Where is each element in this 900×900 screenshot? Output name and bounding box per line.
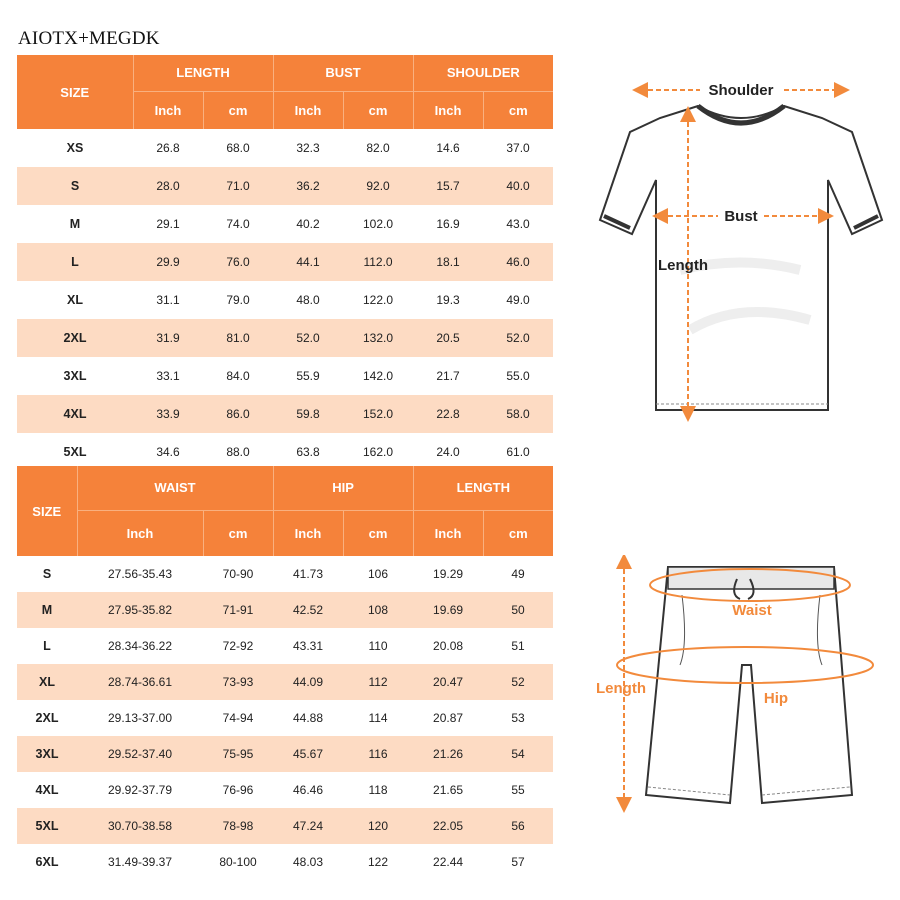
value-cell: 44.88 [273,700,343,736]
unit-header: cm [483,91,553,129]
unit-header: cm [483,510,553,556]
value-cell: 71.0 [203,167,273,205]
size-cell: 5XL [17,808,77,844]
size-cell: XS [17,129,133,167]
value-cell: 28.34-36.22 [77,628,203,664]
value-cell: 37.0 [483,129,553,167]
value-cell: 20.87 [413,700,483,736]
value-cell: 31.9 [133,319,203,357]
value-cell: 114 [343,700,413,736]
size-header: SIZE [17,55,133,129]
length-label: Length [658,257,708,274]
value-cell: 92.0 [343,167,413,205]
value-cell: 15.7 [413,167,483,205]
value-cell: 46.46 [273,772,343,808]
value-cell: 112.0 [343,243,413,281]
value-cell: 56 [483,808,553,844]
size-cell: M [17,205,133,243]
value-cell: 108 [343,592,413,628]
table-row [17,205,553,243]
value-cell: 52.0 [483,319,553,357]
unit-header: Inch [133,91,203,129]
value-cell: 19.69 [413,592,483,628]
value-cell: 162.0 [343,433,413,471]
value-cell: 44.09 [273,664,343,700]
size-cell: 4XL [17,772,77,808]
size-cell: 6XL [17,844,77,880]
value-cell: 118 [343,772,413,808]
value-cell: 43.0 [483,205,553,243]
value-cell: 20.47 [413,664,483,700]
unit-header: Inch [413,510,483,556]
unit-header: cm [343,510,413,556]
size-cell: M [17,592,77,628]
value-cell: 52 [483,664,553,700]
value-cell: 74-94 [203,700,273,736]
value-cell: 29.1 [133,205,203,243]
value-cell: 58.0 [483,395,553,433]
value-cell: 33.1 [133,357,203,395]
value-cell: 29.92-37.79 [77,772,203,808]
value-cell: 122 [343,844,413,880]
value-cell: 106 [343,556,413,592]
value-cell: 27.95-35.82 [77,592,203,628]
value-cell: 68.0 [203,129,273,167]
size-cell: L [17,243,133,281]
unit-header: Inch [413,91,483,129]
shirt-table-body [17,129,553,471]
table-row [17,167,553,205]
shoulder-header: SHOULDER [413,55,553,91]
table-row [17,556,553,592]
bust-label: Bust [724,208,758,225]
value-cell: 71-91 [203,592,273,628]
value-cell: 24.0 [413,433,483,471]
value-cell: 49.0 [483,281,553,319]
table-row [17,319,553,357]
size-cell: XL [17,664,77,700]
value-cell: 52.0 [273,319,343,357]
value-cell: 43.31 [273,628,343,664]
waist-label: Waist [732,602,772,619]
value-cell: 55 [483,772,553,808]
size-cell: 4XL [17,395,133,433]
value-cell: 21.26 [413,736,483,772]
value-cell: 55.0 [483,357,553,395]
value-cell: 86.0 [203,395,273,433]
value-cell: 51 [483,628,553,664]
size-cell: S [17,556,77,592]
length-header: LENGTH [133,55,273,91]
hip-label: Hip [763,690,789,707]
value-cell: 45.67 [273,736,343,772]
table-row [17,592,553,628]
value-cell: 75-95 [203,736,273,772]
value-cell: 19.29 [413,556,483,592]
value-cell: 29.9 [133,243,203,281]
value-cell: 14.6 [413,129,483,167]
unit-header: cm [203,91,273,129]
value-cell: 29.13-37.00 [77,700,203,736]
table-row [17,844,553,880]
table-row [17,808,553,844]
value-cell: 79.0 [203,281,273,319]
unit-header: Inch [273,91,343,129]
value-cell: 46.0 [483,243,553,281]
value-cell: 31.49-39.37 [77,844,203,880]
value-cell: 16.9 [413,205,483,243]
value-cell: 27.56-35.43 [77,556,203,592]
table-row [17,243,553,281]
size-cell: L [17,628,77,664]
value-cell: 42.52 [273,592,343,628]
value-cell: 20.08 [413,628,483,664]
waist-header: WAIST [77,466,273,510]
size-cell: 5XL [17,433,133,471]
value-cell: 132.0 [343,319,413,357]
value-cell: 28.0 [133,167,203,205]
value-cell: 54 [483,736,553,772]
size-cell: 2XL [17,700,77,736]
table-row [17,357,553,395]
table-row [17,772,553,808]
value-cell: 30.70-38.58 [77,808,203,844]
value-cell: 74.0 [203,205,273,243]
value-cell: 88.0 [203,433,273,471]
value-cell: 49 [483,556,553,592]
value-cell: 33.9 [133,395,203,433]
value-cell: 41.73 [273,556,343,592]
table-row [17,395,553,433]
value-cell: 152.0 [343,395,413,433]
value-cell: 55.9 [273,357,343,395]
size-cell: S [17,167,133,205]
brand-title: AIOTX+MEGDK [18,28,160,49]
size-cell: 2XL [17,319,133,357]
value-cell: 63.8 [273,433,343,471]
value-cell: 21.7 [413,357,483,395]
shorts-waistband [668,567,834,589]
value-cell: 44.1 [273,243,343,281]
value-cell: 29.52-37.40 [77,736,203,772]
value-cell: 50 [483,592,553,628]
value-cell: 34.6 [133,433,203,471]
value-cell: 72-92 [203,628,273,664]
length-header: LENGTH [413,466,553,510]
size-cell: XL [17,281,133,319]
size-cell: 3XL [17,736,77,772]
value-cell: 53 [483,700,553,736]
size-cell: 3XL [17,357,133,395]
value-cell: 21.65 [413,772,483,808]
shirt-size-table [17,55,553,471]
value-cell: 32.3 [273,129,343,167]
table-row [17,129,553,167]
bust-header: BUST [273,55,413,91]
shorts-size-table [17,466,553,880]
value-cell: 82.0 [343,129,413,167]
value-cell: 22.44 [413,844,483,880]
hip-header: HIP [273,466,413,510]
value-cell: 81.0 [203,319,273,357]
value-cell: 22.05 [413,808,483,844]
shoulder-label: Shoulder [708,82,774,99]
value-cell: 59.8 [273,395,343,433]
shorts-table-body [17,556,553,880]
value-cell: 61.0 [483,433,553,471]
table-row [17,281,553,319]
value-cell: 48.0 [273,281,343,319]
value-cell: 78-98 [203,808,273,844]
length-label: Length [596,680,646,697]
value-cell: 47.24 [273,808,343,844]
value-cell: 120 [343,808,413,844]
unit-header: Inch [273,510,343,556]
value-cell: 19.3 [413,281,483,319]
value-cell: 73-93 [203,664,273,700]
value-cell: 22.8 [413,395,483,433]
value-cell: 76-96 [203,772,273,808]
value-cell: 122.0 [343,281,413,319]
value-cell: 76.0 [203,243,273,281]
value-cell: 18.1 [413,243,483,281]
tshirt-diagram [590,70,890,430]
size-header: SIZE [17,466,77,556]
value-cell: 28.74-36.61 [77,664,203,700]
value-cell: 20.5 [413,319,483,357]
value-cell: 80-100 [203,844,273,880]
value-cell: 40.2 [273,205,343,243]
unit-header: cm [203,510,273,556]
unit-header: Inch [77,510,203,556]
value-cell: 36.2 [273,167,343,205]
value-cell: 112 [343,664,413,700]
value-cell: 31.1 [133,281,203,319]
table-row [17,628,553,664]
table-row [17,700,553,736]
value-cell: 110 [343,628,413,664]
shorts-diagram [590,555,890,815]
table-row [17,664,553,700]
table-row [17,736,553,772]
value-cell: 26.8 [133,129,203,167]
value-cell: 84.0 [203,357,273,395]
value-cell: 57 [483,844,553,880]
unit-header: cm [343,91,413,129]
value-cell: 116 [343,736,413,772]
value-cell: 40.0 [483,167,553,205]
value-cell: 102.0 [343,205,413,243]
value-cell: 70-90 [203,556,273,592]
value-cell: 142.0 [343,357,413,395]
value-cell: 48.03 [273,844,343,880]
